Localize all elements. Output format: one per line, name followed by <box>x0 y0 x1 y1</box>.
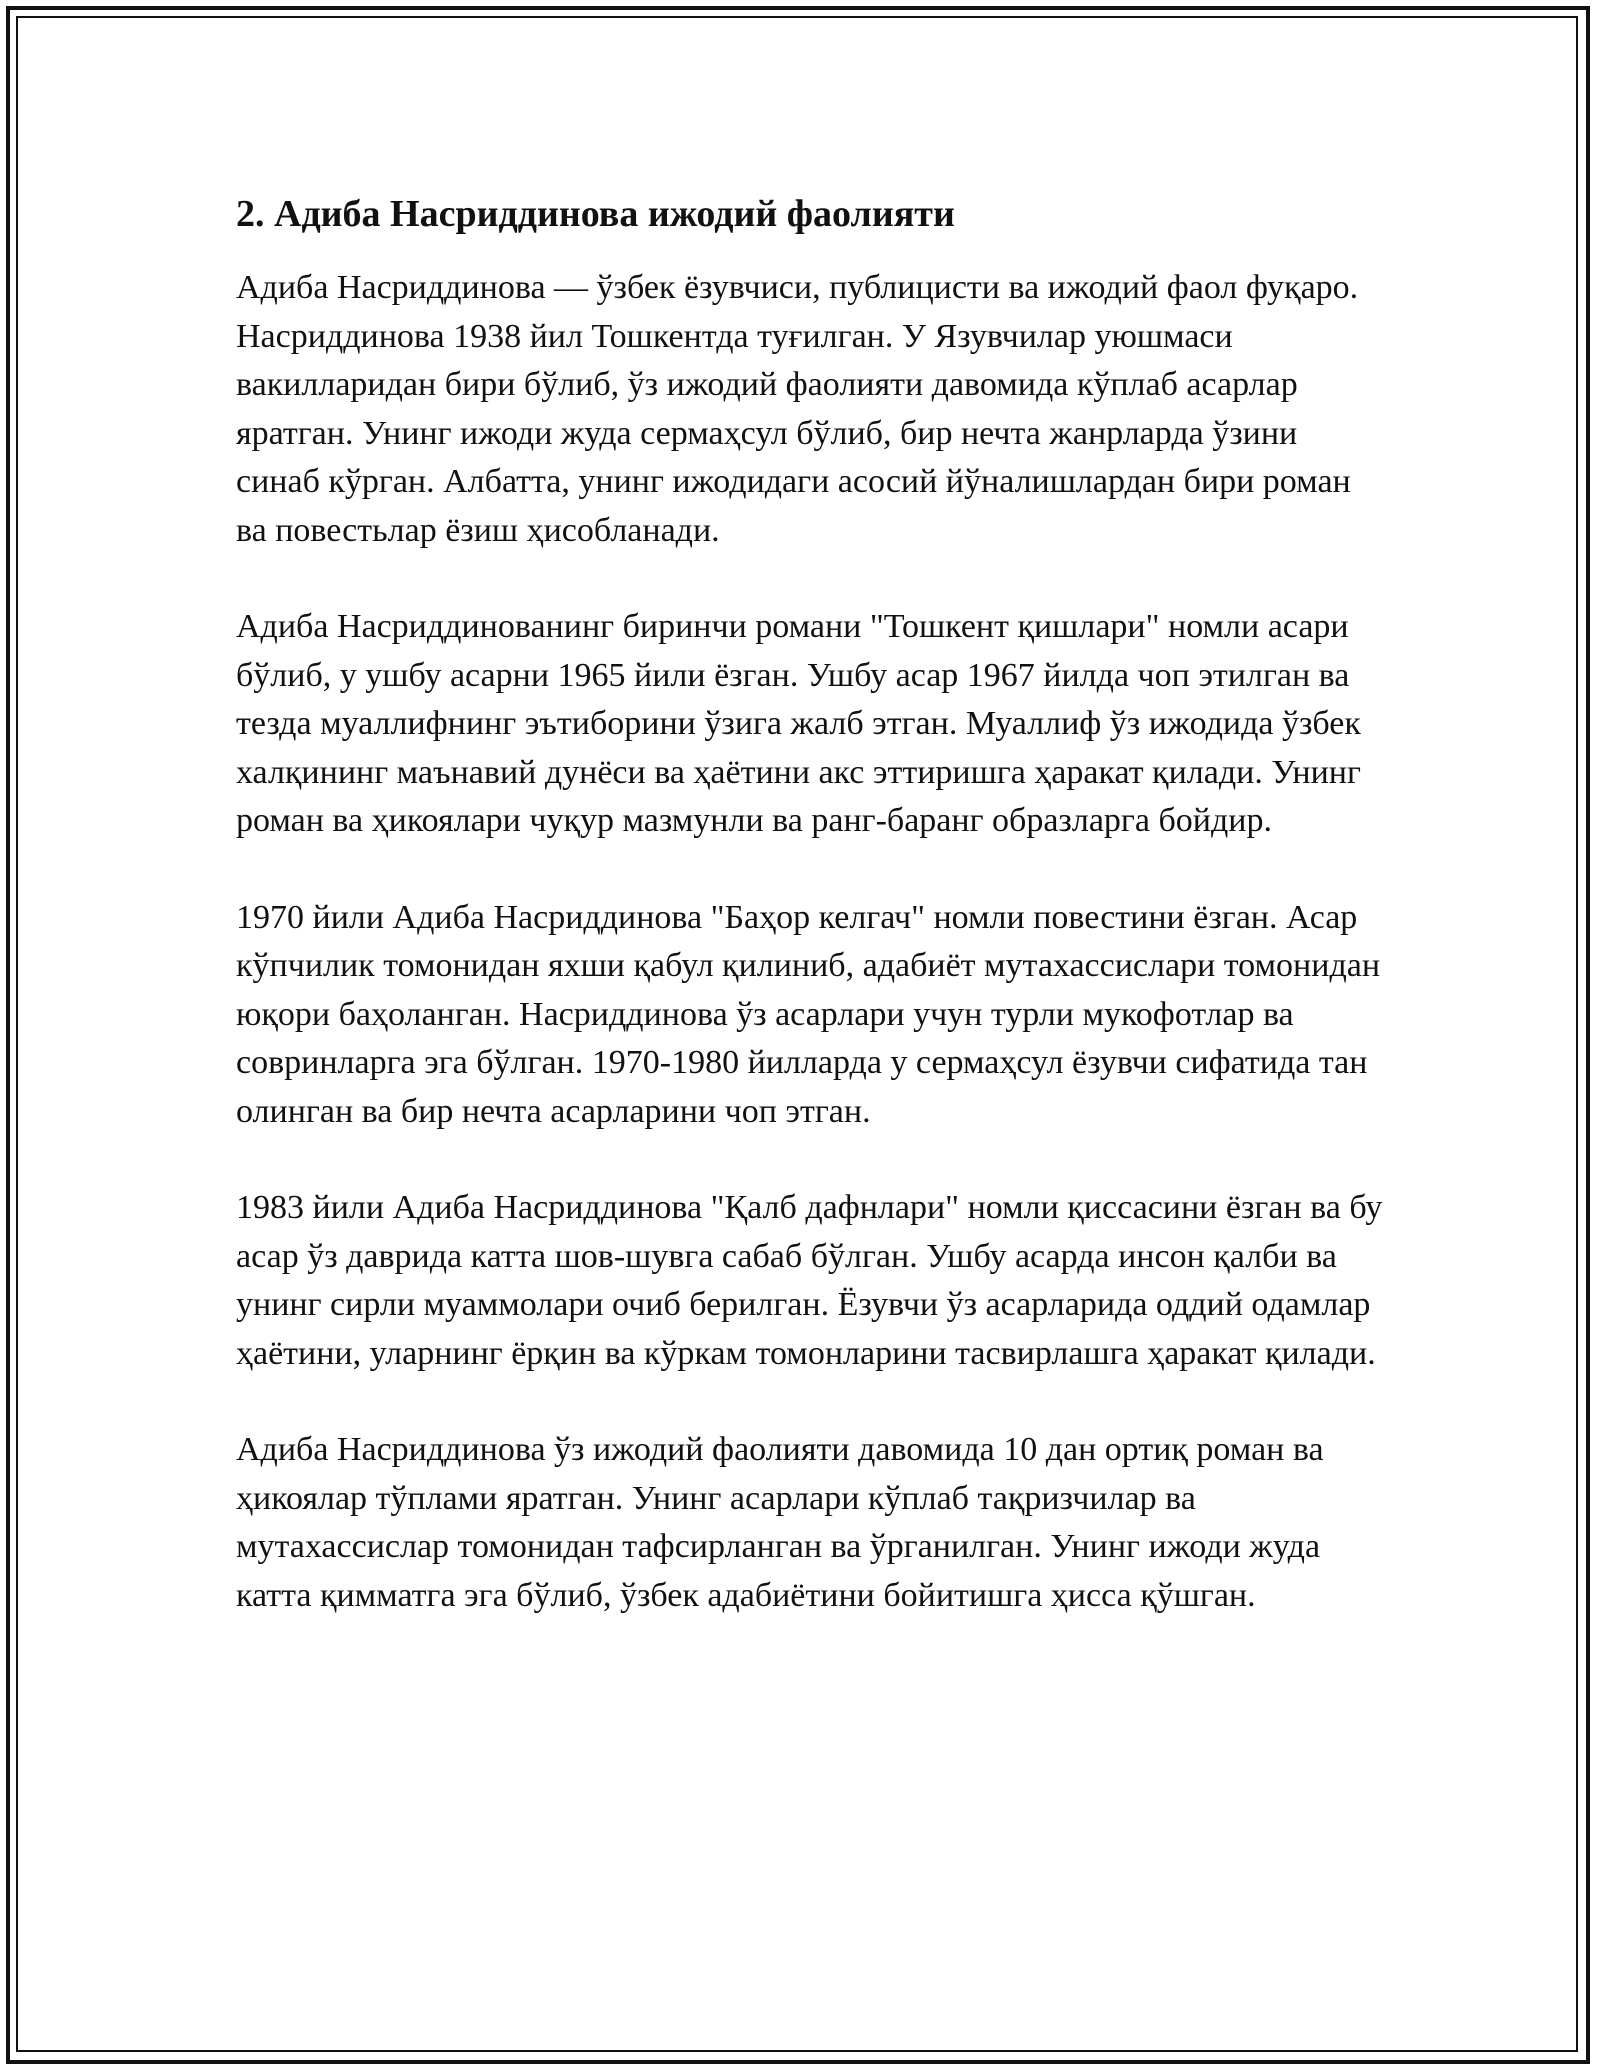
paragraph-legacy: Адиба Насриддинова ўз ижодий фаолияти давомида 10 дан ортиқ роман ва ҳикоялар тўплами яратган. Унинг асарлари кўплаб тақризчилар ва мутахассислар томонидан тафсирланган ва ўрганилган. Унинг ижоди жуда катта қимматга эга бўлиб, ўзбек адабиётини бойитишга ҳисса қўшган. <box>236 1431 1324 1614</box>
section-title: 2. Адиба Насриддинова ижодий фаолияти <box>236 193 955 235</box>
document-body <box>236 186 1386 1668</box>
paragraph-1970-novella: 1970 йили Адиба Насриддинова "Баҳор келгач" номли повестини ёзган. Асар кўпчилик томонидан яхши қабул қилиниб, адабиёт мутахассислари томонидан юқори баҳоланган. Насриддинова ўз асарлари учун турли мукофотлар ва совринларга эга бўлган. 1970-1980 йилларда у сермаҳсул ёзувчи сифатида тан олинган ва бир нечта асарларини чоп этган. <box>236 898 1381 1130</box>
paragraph-1983-story: 1983 йили Адиба Насриддинова "Қалб дафнлари" номли қиссасини ёзган ва бу асар ўз даврида катта шов-шувга сабаб бўлган. Ушбу асарда инсон қалби ва унинг сирли муаммолари очиб берилган. Ёзувчи ўз асарларида оддий одамлар ҳаётини, уларнинг ёрқин ва кўркам томонларини тасвирлашга ҳаракат қилади. <box>236 1189 1383 1372</box>
paragraph-first-novel: Адиба Насриддинованинг биринчи романи "Тошкент қишлари" номли асари бўлиб, у ушбу асарни 1965 йили ёзган. Ушбу асар 1967 йилда чоп этилган ва тезда муаллифнинг эътиборини ўзига жалб этган. Муаллиф ўз ижодида ўзбек халқининг маънавий дунёси ва ҳаётини акс эттиришга ҳаракат қилади. Унинг роман ва ҳикоялари чуқур мазмунли ва ранг-баранг образларга бойдир. <box>236 608 1361 839</box>
paragraph-intro: Адиба Насриддинова — ўзбек ёзувчиси, публицисти ва ижодий фаол фуқаро. Насриддинова 1938 йил Тошкентда туғилган. У Язувчилар уюшмаси вакилларидан бири бўлиб, ўз ижодий фаолияти давомида кўплаб асарлар яратган. Унинг ижоди жуда сермаҳсул бўлиб, бир нечта жанрларда ўзини синаб кўрган. Албатта, унинг ижодидаги асосий йўналишлардан бири роман ва повестьлар ёзиш ҳисобланади. <box>236 269 1359 549</box>
